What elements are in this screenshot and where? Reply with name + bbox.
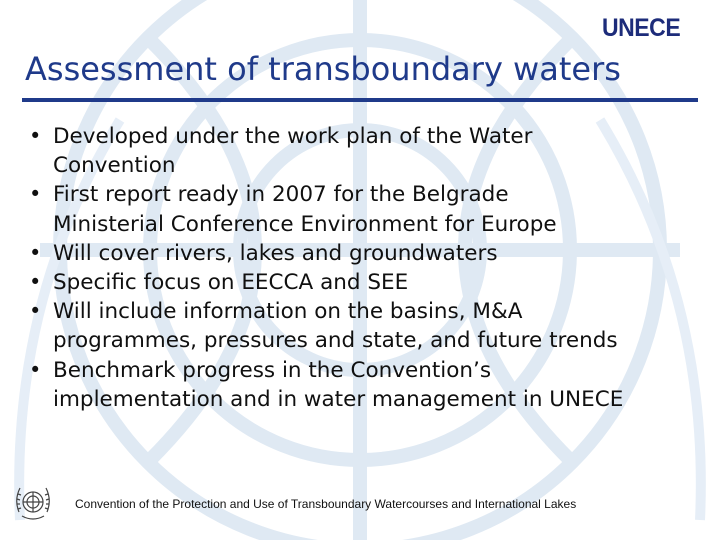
bullet-item	[22, 239, 712, 268]
bullet-line: Benchmark progress in the Convention’s	[53, 357, 492, 383]
bullet-item	[22, 268, 712, 297]
bullet-dot-icon: •	[29, 270, 42, 295]
bullet-dot-icon: •	[29, 182, 42, 207]
bullet-item	[22, 180, 712, 238]
bullet-line: Developed under the work plan of the Water	[53, 124, 533, 149]
bullet-line: Specific focus on EECCA and SEE	[53, 270, 409, 296]
bullet-line: First report ready in 2007 for the Belgrade	[53, 182, 509, 208]
bullet-item	[22, 356, 712, 414]
title-underline	[22, 98, 698, 102]
bullet-line: Will cover rivers, lakes and groundwaters	[53, 240, 498, 266]
unece-logo: UNECE	[602, 14, 681, 42]
bullet-line: Ministerial Conference Environment for Europe	[53, 211, 557, 237]
bullet-line: implementation and in water management in UNECE	[53, 386, 624, 412]
bullet-line: Will include information on the basins, M&A	[53, 299, 523, 325]
footer-text: Convention of the Protection and Use of Transboundary Watercourses and International Lakes	[75, 497, 577, 511]
bullet-item	[22, 297, 712, 355]
bullet-line: Convention	[53, 153, 176, 179]
bullet-item	[22, 122, 712, 180]
un-emblem-icon	[10, 482, 56, 528]
bullet-dot-icon: •	[29, 240, 42, 265]
bullet-dot-icon: •	[29, 299, 42, 324]
bullet-dot-icon: •	[29, 357, 42, 382]
bullet-line: programmes, pressures and state, and future trends	[53, 328, 618, 354]
bullet-dot-icon: •	[29, 124, 42, 148]
slide-title: Assessment of transboundary waters	[25, 50, 621, 88]
bullet-list	[22, 122, 712, 414]
